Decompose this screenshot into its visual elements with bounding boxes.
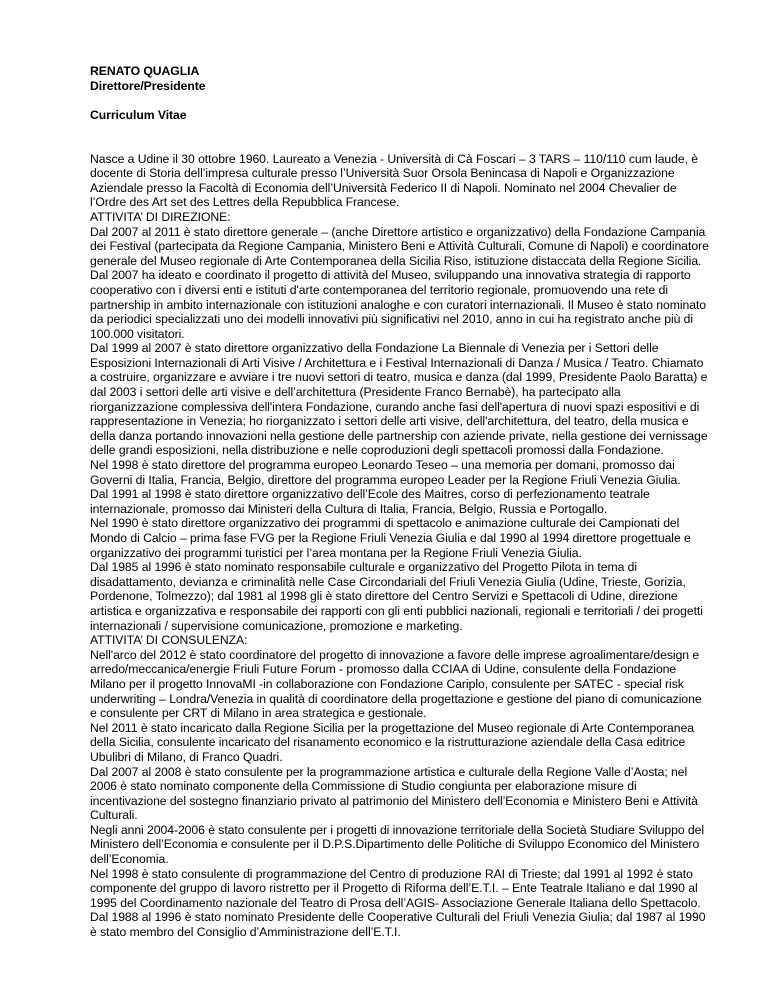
- paragraph-intro: Nasce a Udine il 30 ottobre 1960. Laureato a Venezia - Università di Cà Foscari – 3 TARS – 110/110 cum laude, è docente di Storia dell’impresa culturale presso l’Università Suor Orsola Benincasa di Napoli e Organizzazione Aziendale presso la Facoltà di Economia dell’Università Federico II di Napoli. Nominato nel 2004 Chevalier de l’Ordre des Art set des Lettres della Repubblica Francese.: [90, 151, 699, 210]
- paragraph: Nel 1998 è stato direttore del programma europeo Leonardo Teseo – una memoria per domani, promosso dai Governi di Italia, Francia, Belgio, direttore del programma europeo Leader per la Regione Friuli Venezia Giulia.: [90, 458, 681, 487]
- paragraph: Negli anni 2004-2006 è stato consulente per i progetti di innovazione territoriale della Società Studiare Sviluppo del Ministero dell’Economia e consulente per il D.P.S.Dipartimento delle Politiche di Sviluppo Economico del Ministero dell’Economia.: [90, 822, 705, 867]
- document-title: Curriculum Vitae: [90, 107, 187, 122]
- paragraph: Dal 2007 ha ideato e coordinato il progetto di attività del Museo, sviluppando una innovativa strategia di rapporto cooperativo con i diversi enti e istituti d'arte contemporanea del territorio regionale, promuovendo una rete di partnership in ambito internazionale con istituzioni analoghe e con curatori internazionali. Il Museo è stato nominato da periodici specializzati uno dei modelli innovativi più significativi nel 2010, anno in cui ha registrato anche più di 100.000 visitatori.: [90, 268, 707, 341]
- paragraph: Dal 2007 al 2011 è stato direttore generale – (anche Direttore artistico e organizzativo) della Fondazione Campania dei Festival (partecipata da Regione Campania, Ministero Beni e Attività Culturali, Comune di Napoli) e coordinatore generale del Museo regionale di Arte Contemporanea della Sicilia Riso, istituzione distaccata della Regione Sicilia.: [90, 224, 709, 268]
- document-content: [90, 64, 710, 940]
- cv-body: [90, 152, 710, 940]
- paragraph: Nel 2011 è stato incaricato dalla Regione Sicilia per la progettazione del Museo regionale di Arte Contemporanea della Sicilia, consulente incaricato del risanamento economico e la ristrutturazione aziendale della Casa editrice Ubulibri di Milano, di Franco Quadri.: [90, 720, 694, 764]
- paragraph: Dal 2007 al 2008 è stato consulente per la programmazione artistica e culturale della Regione Valle d’Aosta; nel 2006 è stato nominato componente della Commissione di Studio congiunta per elaborazione misure di incentivazione del sostegno finanziario privato al patrimonio del Ministero dell’Economia e Ministero Beni e Attività Culturali.: [90, 764, 698, 823]
- paragraph: Dal 1999 al 2007 è stato direttore organizzativo della Fondazione La Biennale di Venezia per i Settori delle Esposizioni Internazionali di Arti Visive / Architettura e i Festival Internazionali di Danza / Musica / Teatro. Chiamato a costruire, organizzare e avviare i tre nuovi settori di teatro, musica e danza (dal 1999, Presidente Paolo Baratta) e dal 2003 i settori delle arti visive e dell’architettura (Presidente Franco Bernabè), ha partecipato alla riorganizzazione complessiva dell'intera Fondazione, curando anche fasi dell'apertura di nuovi spazi espositivi e di rappresentazione in Venezia; ho riorganizzato i settori delle arti visive, dell'architettura, del teatro, della musica e della danza portando innovazioni nella gestione delle partnership con aziende private, nella gestione dei vernissage delle grandi esposizioni, nella distribuzione e nelle coproduzioni degli spettacoli promossi dalla Fondazione.: [90, 341, 708, 458]
- paragraph: Dal 1991 al 1998 è stato direttore organizzativo dell’Ecole des Maitres, corso di perfezionamento teatrale internazionale, promosso dai Ministeri della Cultura di Italia, Francia, Belgio, Russia e Portogallo.: [90, 487, 650, 516]
- paragraph: Nell'arco del 2012 è stato coordinatore del progetto di innovazione a favore delle imprese agroalimentare/design e arredo/meccanica/energie Friuli Future Forum - promosso dalla CCIAA di Udine, consulente della Fondazione Milano per il progetto InnovaMI -in collaborazione con Fondazione Cariplo, consulente per SATEC - special risk underwriting – Londra/Venezia in qualità di coordinatore della progettazione e gestione del piano di comunicazione e consulente per CRT di Milano in area strategica e gestionale.: [90, 647, 702, 721]
- person-role: Direttore/Presidente: [90, 78, 206, 93]
- paragraph: Nel 1998 è stato consulente di programmazione del Centro di produzione RAI di Trieste; dal 1991 al 1992 è stato componente del gruppo di lavoro ristretto per il Progetto di Riforma dell’E.T.I. – Ente Teatrale Italiano e dal 1990 al 1995 del Coordinamento nazionale del Teatro di Prosa dell’AGIS- Associazione Generale Italiana dello Spettacolo.: [90, 866, 701, 910]
- paragraph: Dal 1985 al 1996 è stato nominato responsabile culturale e organizzativo del Progetto Pilota in tema di disadattamento, devianza e criminalità nelle Case Circondariali del Friuli Venezia Giulia (Udine, Trieste, Gorizia, Pordenone, Tolmezzo); dal 1981 al 1998 gli è stato direttore del Centro Servizi e Spettacoli di Udine, direzione artistica e organizzativa e responsabile dei rapporti con gli enti pubblici nazionali, regionali e territoriali / dei progetti internazionali / supervisione comunicazione, promozione e marketing.: [90, 560, 703, 633]
- section-heading-direzione: ATTIVITA’ DI DIREZIONE:: [90, 209, 231, 224]
- paragraph: Dal 1988 al 1996 è stato nominato Presidente delle Cooperative Culturali del Friuli Venezia Giulia; dal 1987 al 1990 è stato membro del Consiglio d’Amministrazione dell’E.T.I.: [90, 910, 706, 940]
- person-name: RENATO QUAGLIA: [90, 64, 200, 78]
- paragraph: Nel 1990 è stato direttore organizzativo dei programmi di spettacolo e animazione culturale dei Campionati del Mondo di Calcio – prima fase FVG per la Regione Friuli Venezia Giulia e dal 1990 al 1994 direttore progettuale e organizzativo dei programmi turistici per l’area montana per la Regione Friuli Venezia Giulia.: [90, 516, 691, 560]
- document-header: [90, 64, 710, 122]
- section-heading-consulenza: ATTIVITA’ DI CONSULENZA:: [90, 633, 248, 648]
